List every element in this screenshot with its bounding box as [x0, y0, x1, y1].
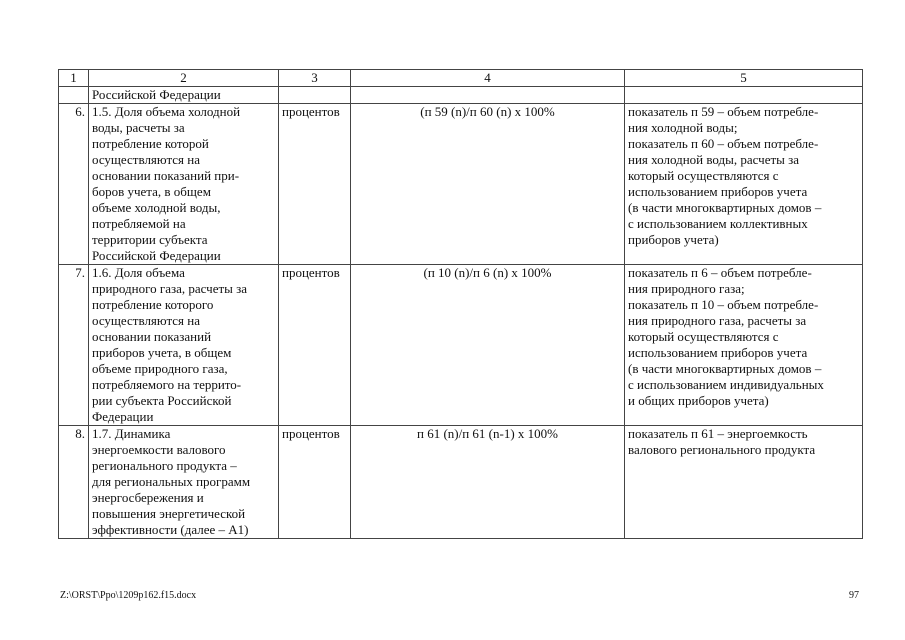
continuation-desc: [625, 87, 863, 104]
table-row: [59, 426, 863, 539]
continuation-formula: [351, 87, 625, 104]
table-row: [59, 265, 863, 426]
unit-cell: процентов: [279, 104, 351, 265]
indicator-name: 1.5. Доля объема холодной воды, расчеты за потребление которой осуществляются на основании показаний при- боров учета, в общем объеме холодной воды, потребляемой на территории субъекта Российской Федерации: [89, 104, 279, 265]
formula-cell: п 61 (n)/п 61 (n-1) х 100%: [351, 426, 625, 539]
formula-cell: (п 59 (n)/п 60 (n) х 100%: [351, 104, 625, 265]
data-table: [58, 69, 863, 539]
description-cell: показатель п 61 – энергоемкость валового регионального продукта: [625, 426, 863, 539]
unit-cell: процентов: [279, 265, 351, 426]
row-number: 7.: [59, 265, 89, 426]
header-col-3: 3: [279, 70, 351, 87]
row-number: 6.: [59, 104, 89, 265]
indicator-name: 1.6. Доля объема природного газа, расчеты за потребление которого осуществляются на основании показаний приборов учета, в общем объеме природного газа, потребляемого на террито- рии субъекта Российской Федерации: [89, 265, 279, 426]
header-col-5: 5: [625, 70, 863, 87]
continuation-text: Российской Федерации: [89, 87, 279, 104]
continuation-unit: [279, 87, 351, 104]
indicator-name: 1.7. Динамика энергоемкости валового регионального продукта – для региональных программ энергосбережения и повышения энергетической эффективности (далее – А1): [89, 426, 279, 539]
header-col-1: 1: [59, 70, 89, 87]
description-cell: показатель п 59 – объем потребле- ния холодной воды; показатель п 60 – объем потребле- ния холодной воды, расчеты за который осуществляются с использованием приборов учета (в части многоквартирных домов – с использованием коллективных приборов учета): [625, 104, 863, 265]
row-number: 8.: [59, 426, 89, 539]
page-number: 97: [849, 590, 859, 601]
header-col-4: 4: [351, 70, 625, 87]
formula-cell: (п 10 (n)/п 6 (n) х 100%: [351, 265, 625, 426]
continuation-num: [59, 87, 89, 104]
header-col-2: 2: [89, 70, 279, 87]
unit-cell: процентов: [279, 426, 351, 539]
continuation-row: [59, 87, 863, 104]
table-row: [59, 104, 863, 265]
description-cell: показатель п 6 – объем потребле- ния природного газа; показатель п 10 – объем потребле- ния природного газа, расчеты за который осуществляются с использованием приборов учета (в части многоквартирных домов – с использованием индивидуальных и общих приборов учета): [625, 265, 863, 426]
file-path: Z:\ORST\Ppo\1209p162.f15.docx: [60, 590, 197, 601]
header-row: [59, 70, 863, 87]
